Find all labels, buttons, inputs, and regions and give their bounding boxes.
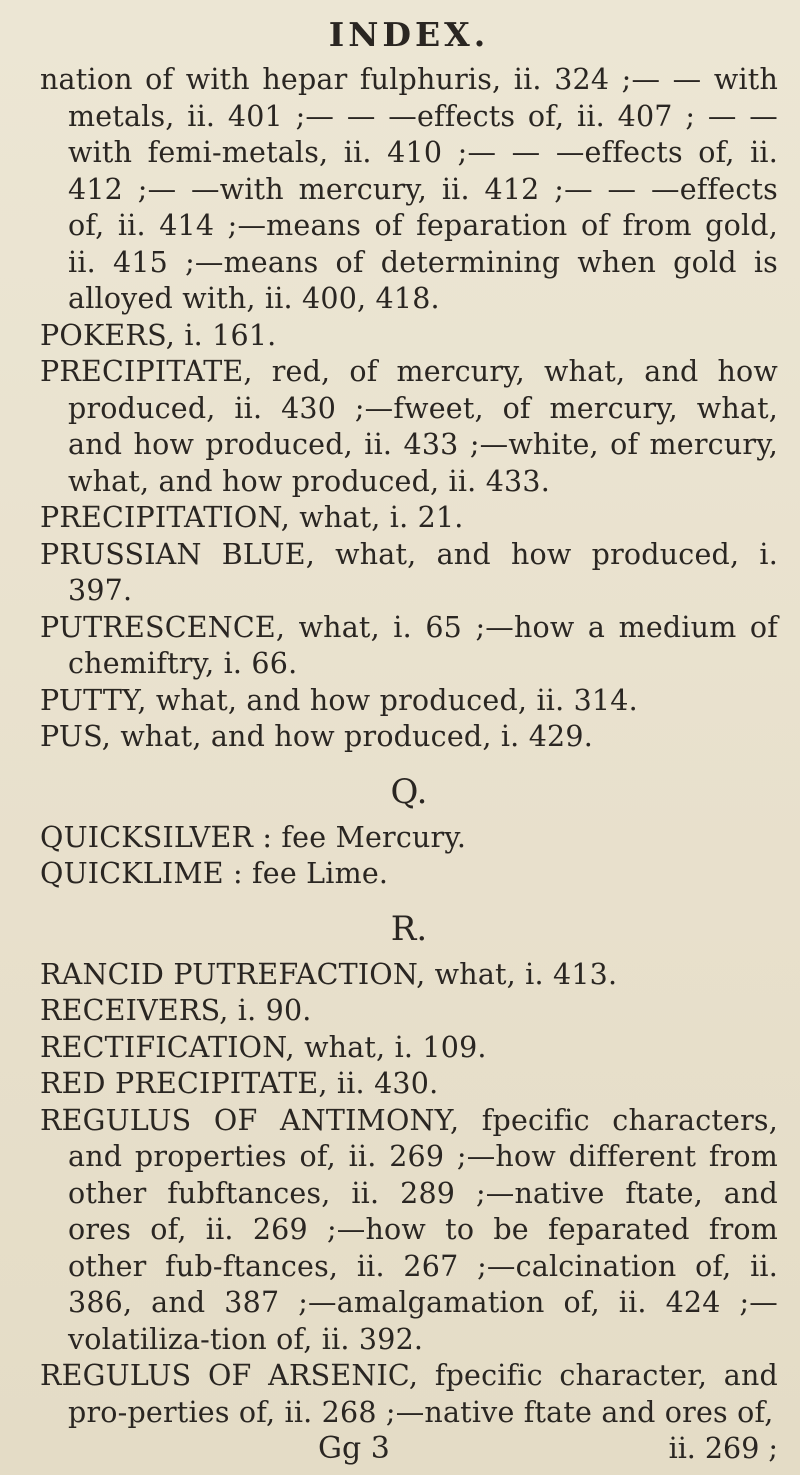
index-entry: PRUSSIAN BLUE, what, and how produced, i. 397. xyxy=(40,537,778,607)
letter-heading-q: Q. xyxy=(390,771,428,812)
index-entry: QUICKLIME : fee Lime. xyxy=(40,857,389,890)
index-entry: POKERS, i. 161. xyxy=(40,318,277,352)
index-entry: PRECIPITATION, what, i. 21. xyxy=(40,501,464,534)
index-entry: RECEIVERS, i. 90. xyxy=(40,994,312,1027)
index-entry: REGULUS OF ANTIMONY, fpecific characters, and properties of, ii. 269 ;—how different from other fubftances, ii. 289 ;—native ftate, and ores of, ii. 269 ;—how to be feparated from other fub-ftances, ii. 267 ;—calcination of, ii. 386, and 387 ;—amalgamation of, ii. 424 ;—volatiliza-tion of, ii. 392. xyxy=(40,1103,778,1356)
index-entry: RECTIFICATION, what, i. 109. xyxy=(40,1030,487,1064)
signature-mark: Gg 3 xyxy=(318,1431,390,1466)
index-entry: QUICKSILVER : fee Mercury. xyxy=(40,820,467,854)
letter-heading-r: R. xyxy=(390,908,428,949)
index-entry: PRECIPITATE, red, of mercury, what, and how produced, ii. 430 ;—fweet, of mercury, what, and how produced, ii. 433 ;—white, of mercury, what, and how produced, ii. 433. xyxy=(40,355,778,498)
footer-line xyxy=(40,1431,778,1467)
last-line-end: ii. 269 ; xyxy=(668,1432,778,1465)
index-entry: PUTRESCENCE, what, i. 65 ;—how a medium of chemiftry, i. 66. xyxy=(40,610,778,680)
index-entry: RANCID PUTREFACTION, what, i. 413. xyxy=(40,957,618,991)
index-entry: nation of with hepar fulphuris, ii. 324 ;— — with metals, ii. 401 ;— — —effects of, ii. 407 ; — —with femi-metals, ii. 410 ;— — —effects of, ii. 412 ;— —with mercury, ii. 412 ;— — —effects of, ii. 414 ;—means of feparation of from gold, ii. 415 ;—means of determining when gold is alloyed with, ii. 400, 418. xyxy=(40,63,778,315)
index-entry: RED PRECIPITATE, ii. 430. xyxy=(40,1067,439,1100)
running-head: INDEX. xyxy=(328,15,490,54)
index-entry: PUTTY, what, and how produced, ii. 314. xyxy=(40,683,638,717)
index-entry: REGULUS OF ARSENIC, fpecific character, and pro-perties of, ii. 268 ;—native ftate and ores of, xyxy=(40,1359,778,1429)
index-entry: PUS, what, and how produced, i. 429. xyxy=(40,720,593,753)
